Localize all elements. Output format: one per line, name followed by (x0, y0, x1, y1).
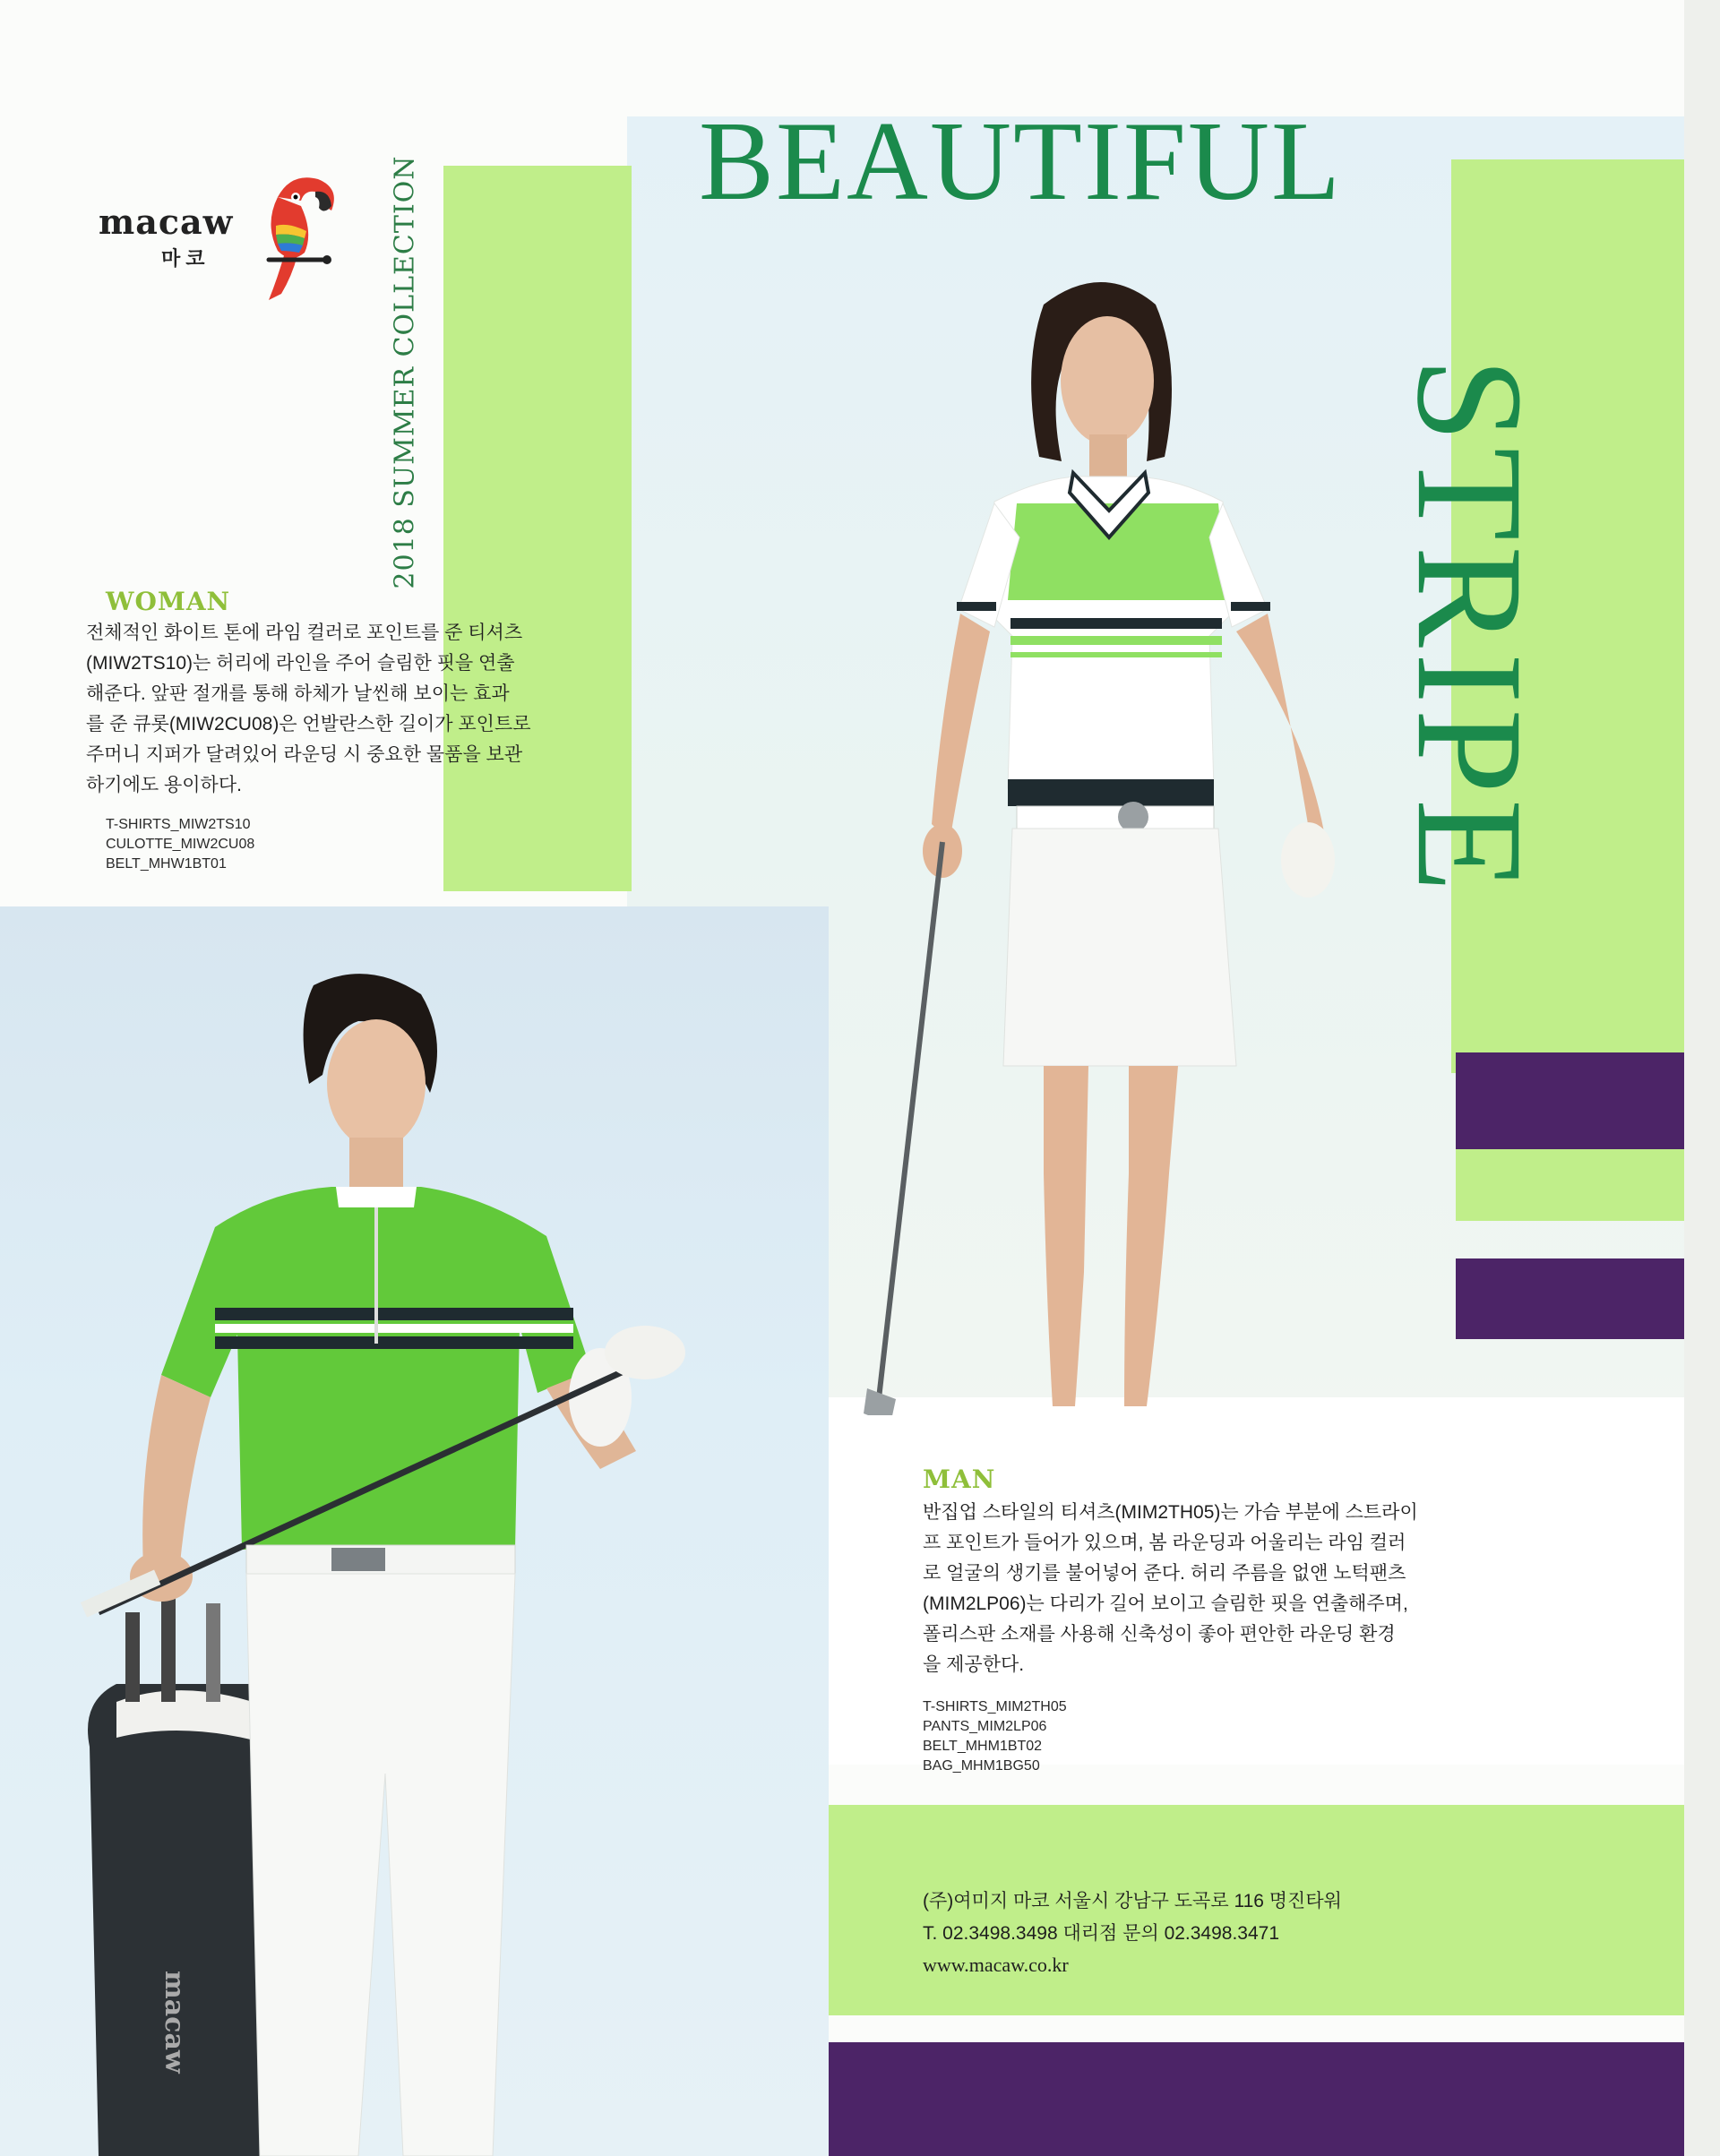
headline-stripe: STRIPE (1385, 356, 1554, 898)
page-edge (1684, 0, 1720, 2156)
product-code: CULOTTE_MIW2CU08 (106, 837, 255, 852)
man-section-title: MAN (923, 1465, 996, 1494)
woman-description-line: 하기에도 용이하다. (86, 775, 242, 795)
man-model-photo (63, 967, 690, 2156)
woman-product-codes (106, 815, 254, 874)
woman-description-line: 해준다. 앞판 절개를 통해 하체가 날씬해 보이는 효과 (86, 683, 510, 704)
collection-label: 2018 SUMMER COLLECTION (389, 154, 421, 589)
product-code: T-SHIRTS_MIW2TS10 (106, 817, 251, 832)
lime-stripe-1 (1456, 1149, 1684, 1221)
man-description-line: 을 제공한다. (923, 1654, 1025, 1675)
man-description (923, 1498, 1505, 1680)
woman-model-photo (860, 269, 1415, 1415)
woman-section-title: WOMAN (106, 587, 231, 616)
website-link[interactable]: www.macaw.co.kr (923, 1954, 1069, 1976)
man-description-line: 반집업 스타일의 티셔츠(MIM2TH05)는 가슴 부분에 스트라이 (923, 1502, 1418, 1523)
woman-description-line: 전체적인 화이트 톤에 라임 컬러로 포인트를 준 티셔츠 (86, 623, 523, 643)
man-description-line: 폴리스판 소재를 사용해 신축성이 좋아 편안한 라운딩 환경 (923, 1624, 1396, 1645)
woman-description (86, 618, 624, 801)
brand-logo (99, 170, 349, 296)
product-code: BELT_MHM1BT02 (923, 1739, 1043, 1754)
purple-stripe-1 (1456, 1052, 1684, 1149)
man-description-line: 프 포인트가 들어가 있으며, 봄 라운딩과 어울리는 라임 컬러 (923, 1533, 1406, 1553)
purple-stripe-2 (1456, 1258, 1684, 1339)
purple-footer-bar (829, 2042, 1684, 2156)
product-code: T-SHIRTS_MIM2TH05 (923, 1699, 1067, 1714)
woman-description-line: (MIW2TS10)는 허리에 라인을 주어 슬림한 핏을 연출 (86, 653, 515, 674)
brand-name: macaw (99, 202, 234, 242)
brand-name-korean: 마코 (161, 248, 211, 271)
product-code: BELT_MHW1BT01 (106, 856, 227, 872)
headline-beautiful: BEAUTIFUL (699, 99, 1342, 224)
product-code: BAG_MHM1BG50 (923, 1758, 1040, 1774)
macaw-parrot-icon (242, 170, 349, 305)
man-description-line: (MIM2LP06)는 다리가 길어 보이고 슬림한 핏을 연출해주며, (923, 1593, 1408, 1614)
woman-description-line: 를 준 큐롯(MIW2CU08)은 언발란스한 길이가 포인트로 (86, 714, 531, 734)
product-code: PANTS_MIM2LP06 (923, 1719, 1047, 1734)
man-product-codes (923, 1697, 1067, 1776)
man-description-line: 로 얼굴의 생기를 불어넣어 준다. 허리 주름을 없앤 노턱팬츠 (923, 1563, 1406, 1584)
company-address: (주)여미지 마코 서울시 강남구 도곡로 116 명진타워 (923, 1891, 1342, 1911)
phone-numbers: T. 02.3498.3498 대리점 문의 02.3498.3471 (923, 1923, 1280, 1944)
contact-info (923, 1885, 1342, 1977)
woman-description-line: 주머니 지퍼가 달려있어 라운딩 시 중요한 물품을 보관 (86, 744, 523, 765)
bag-logo-text: macaw (159, 1971, 190, 2074)
